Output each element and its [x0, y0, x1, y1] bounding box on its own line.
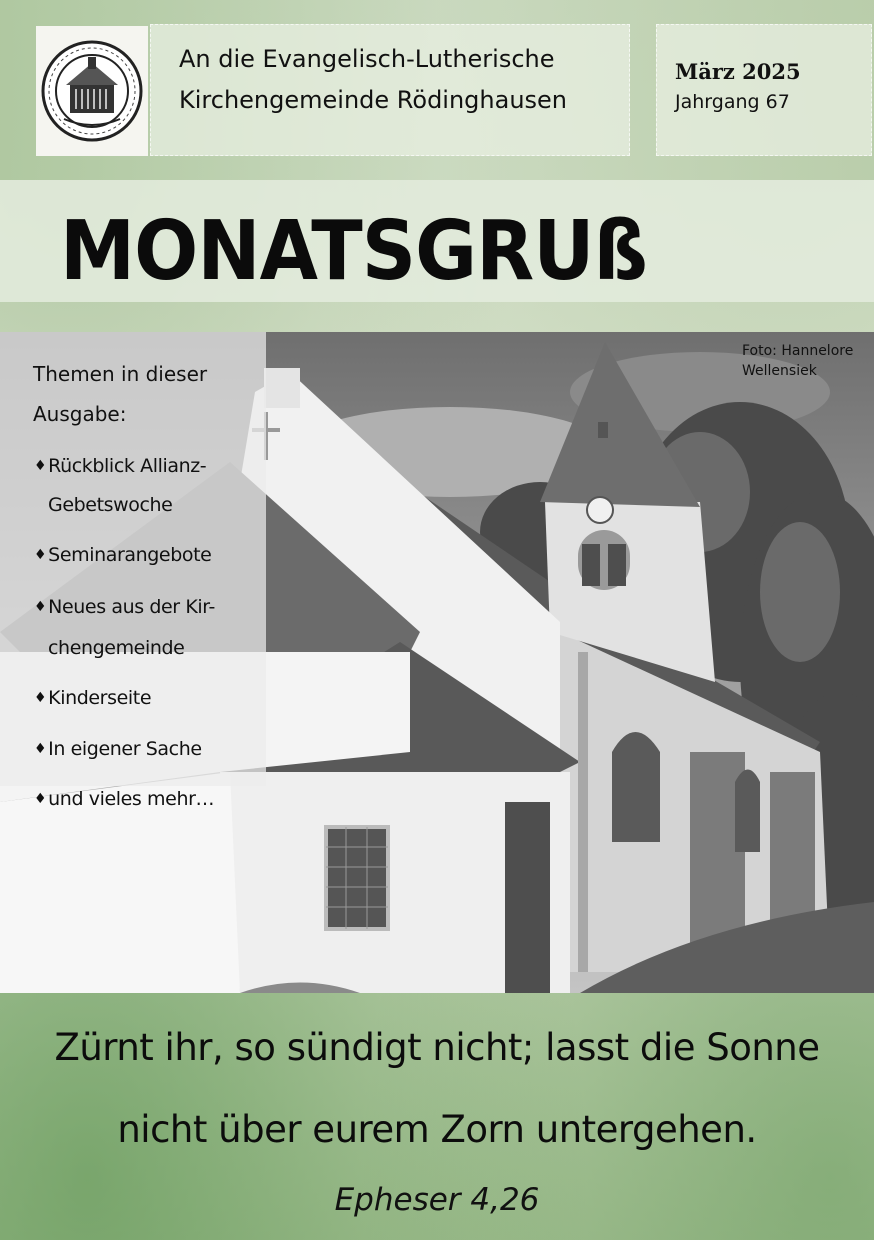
- topic-label: In eigener Sache: [48, 738, 202, 760]
- topic-label-continued: Gebetswoche: [48, 494, 173, 516]
- topics-heading-line-1: Themen in dieser: [33, 362, 208, 386]
- topic-label: Kinderseite: [48, 687, 152, 709]
- magazine-title: MONATSGRUß: [60, 204, 648, 299]
- topic-label: Neues aus der Kir-: [48, 596, 215, 618]
- topic-item: [34, 535, 211, 575]
- diamond-bullet-icon: ♦: [34, 599, 47, 615]
- diamond-bullet-icon: ♦: [34, 458, 47, 474]
- diamond-bullet-icon: ♦: [34, 791, 47, 807]
- issue-info-box: [656, 24, 872, 156]
- photo-credit: [742, 341, 853, 381]
- topic-item: [34, 587, 215, 627]
- topic-item: [34, 678, 151, 718]
- address-box: [150, 24, 630, 156]
- address-line-2: Kirchengemeinde Rödinghausen: [179, 86, 568, 114]
- diamond-bullet-icon: ♦: [34, 547, 47, 563]
- topics-heading-line-2: Ausgabe:: [33, 402, 127, 426]
- bible-verse-line-2: nicht über eurem Zorn untergehen.: [117, 1108, 757, 1151]
- photo-credit-line-1: Foto: Hannelore: [742, 343, 854, 359]
- seal-icon: [40, 39, 144, 143]
- topic-item: [34, 446, 206, 486]
- bible-verse-line-1: Zürnt ihr, so sündigt nicht; lasst die Sonne: [54, 1026, 820, 1069]
- diamond-bullet-icon: ♦: [34, 741, 47, 757]
- title-band: [0, 180, 874, 302]
- topic-item: [34, 779, 214, 819]
- topic-item: [34, 729, 202, 769]
- bible-verse-reference: Epheser 4,26: [334, 1182, 540, 1218]
- address-line-1: An die Evangelisch-Lutherische: [179, 45, 555, 73]
- topic-label: Seminarangebote: [48, 544, 212, 566]
- topic-label-continued: chengemeinde: [48, 637, 185, 659]
- photo-credit-line-2: Wellensiek: [742, 363, 817, 379]
- issue-date: März 2025: [675, 59, 801, 84]
- topics-heading: [33, 354, 253, 434]
- diamond-bullet-icon: ♦: [34, 690, 47, 706]
- topic-label: und vieles mehr…: [48, 788, 215, 810]
- topic-label: Rückblick Allianz-: [48, 455, 207, 477]
- church-seal-logo: [36, 26, 148, 156]
- issue-volume: Jahrgang 67: [675, 91, 790, 113]
